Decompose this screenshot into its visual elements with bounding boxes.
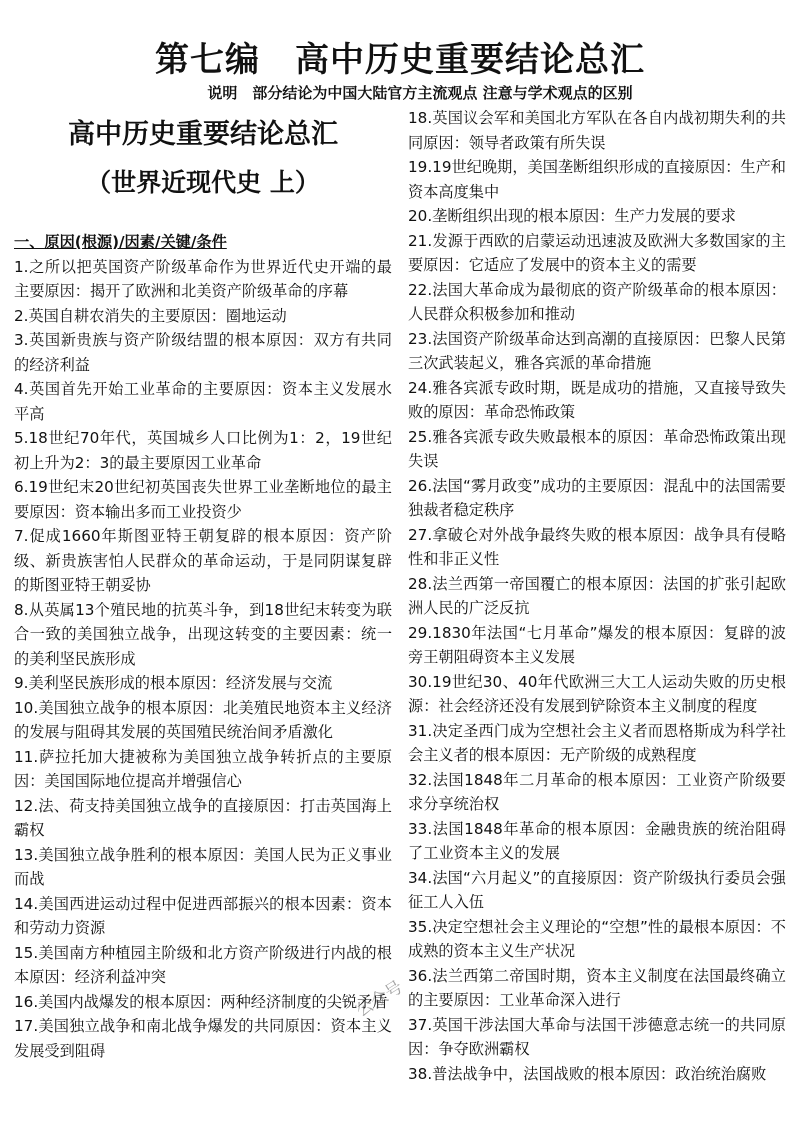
list-item: 7.促成1660年斯图亚特王朝复辟的根本原因：资产阶级、新贵族害怕人民群众的革命运动，于是同阴谋复辟的斯图亚特王朝妥协 — [14, 527, 392, 594]
list-item: 5.18世纪70年代，英国城乡人口比例为1：2，19世纪初上升为2：3的最主要原因工业革命 — [14, 429, 392, 472]
list-item: 27.拿破仑对外战争最终失败的根本原因：战争具有侵略性和非正义性 — [408, 525, 786, 568]
list-item: 33.法国1848年革命的根本原因：金融贵族的统治阻碍了工业资本主义的发展 — [408, 819, 786, 862]
section-subheading: （世界近现代史 上） — [86, 168, 320, 197]
list-item: 16.美国内战爆发的根本原因：两种经济制度的尖锐矛盾 — [14, 992, 388, 1011]
list-item: 22.法国大革命成为最彻底的资产阶级革命的根本原因：人民群众积极参加和推动 — [408, 280, 786, 323]
list-item: 38.普法战争中，法国战败的根本原因：政治统治腐败 — [408, 1064, 767, 1083]
list-item: 20.垄断组织出现的根本原因：生产力发展的要求 — [408, 207, 736, 225]
list-item: 18.英国议会军和美国北方军队在各自内战初期失利的共同原因：领导者政策有所失误 — [408, 109, 786, 152]
list-item: 21.发源于西欧的启蒙运动迅速波及欧洲大多数国家的主要原因：它适应了发展中的资本主义的需要 — [408, 231, 786, 274]
list-item: 6.19世纪末20世纪初英国丧失世界工业垄断地位的最主要原因：资本输出多而工业投资少 — [14, 478, 392, 521]
list-item: 8.从英属13个殖民地的抗英斗争，到18世纪末转变为联合一致的美国独立战争，出现这转变的主要因素：统一的美利坚民族形成 — [14, 600, 392, 668]
list-item: 35.决定空想社会主义理论的“空想”性的最根本原因：不成熟的资本主义生产状况 — [408, 917, 786, 960]
list-item: 19.19世纪晚期，美国垄断组织形成的直接原因：生产和资本高度集中 — [408, 158, 786, 201]
list-item: 30.19世纪30、40年代欧洲三大工人运动失败的历史根源：社会经济还没有发展到铲除资本主义制度的程度 — [408, 672, 786, 715]
right-item-list — [408, 106, 786, 1086]
list-item: 36.法兰西第二帝国时期，资本主义制度在法国最终确立的主要原因：工业革命深入进行 — [408, 966, 786, 1009]
list-item: 2.英国自耕农消失的主要原因：圈地运动 — [14, 306, 287, 325]
list-item: 3.英国新贵族与资产阶级结盟的根本原因：双方有共同的经济利益 — [14, 331, 392, 374]
list-item: 4.英国首先开始工业革命的主要原因：资本主义发展水平高 — [14, 380, 392, 423]
list-item: 31.决定圣西门成为空想社会主义者而恩格斯成为科学社会主义者的根本原因：无产阶级的成熟程度 — [408, 721, 786, 764]
watermark: 公众号 — [352, 977, 407, 1022]
section-heading: 高中历史重要结论总汇 — [68, 119, 338, 150]
list-item: 32.法国1848年二月革命的根本原因：工业资产阶级要求分享统治权 — [408, 770, 786, 813]
list-item: 14.美国西进运动过程中促进西部振兴的根本因素：资本和劳动力资源 — [14, 894, 392, 937]
page-title: 第七编 高中历史重要结论总汇 — [155, 40, 645, 80]
list-item: 17.美国独立战争和南北战争爆发的共同原因：资本主义发展受到阻碍 — [14, 1017, 392, 1060]
right-column — [408, 106, 786, 1086]
list-item: 25.雅各宾派专政失败最根本的原因：革命恐怖政策出现失误 — [408, 427, 786, 470]
list-item: 28.法兰西第一帝国覆亡的根本原因：法国的扩张引起欧洲人民的广泛反抗 — [408, 574, 786, 617]
list-item: 24.雅各宾派专政时期，既是成功的措施，又直接导致失败的原因：革命恐怖政策 — [408, 378, 786, 421]
category-heading: 一、原因(根源)/因素/关键/条件 — [14, 233, 227, 251]
list-item: 34.法国“六月起义”的直接原因：资产阶级执行委员会强征工人入伍 — [408, 868, 786, 911]
list-item: 15.美国南方种植园主阶级和北方资产阶级进行内战的根本原因：经济利益冲突 — [14, 943, 392, 986]
page-note: 说明 部分结论为中国大陆官方主流观点 注意与学术观点的区别 — [207, 84, 633, 102]
list-item: 37.英国干涉法国大革命与法国干涉德意志统一的共同原因：争夺欧洲霸权 — [408, 1015, 786, 1058]
list-item: 9.美利坚民族形成的根本原因：经济发展与交流 — [14, 674, 333, 692]
left-column — [14, 106, 392, 1063]
list-item: 26.法国“雾月政变”成功的主要原因：混乱中的法国需要独裁者稳定秩序 — [408, 476, 786, 519]
left-item-list — [14, 255, 392, 1064]
list-item: 29.1830年法国“七月革命”爆发的根本原因：复辟的波旁王朝阻碍资本主义发展 — [408, 623, 786, 666]
list-item: 12.法、荷支持美国独立战争的直接原因：打击英国海上霸权 — [14, 796, 392, 839]
list-item: 13.美国独立战争胜利的根本原因：美国人民为正义事业而战 — [14, 845, 392, 888]
list-item: 11.萨拉托加大捷被称为美国独立战争转折点的主要原因：美国国际地位提高并增强信心 — [14, 747, 392, 790]
list-item: 23.法国资产阶级革命达到高潮的直接原因：巴黎人民第三次武装起义，雅各宾派的革命措施 — [408, 329, 786, 372]
list-item: 10.美国独立战争的根本原因：北美殖民地资本主义经济的发展与阻碍其发展的英国殖民统治间矛盾激化 — [14, 698, 392, 741]
list-item: 1.之所以把英国资产阶级革命作为世界近代史开端的最主要原因：揭开了欧洲和北美资产阶级革命的序幕 — [14, 257, 392, 300]
